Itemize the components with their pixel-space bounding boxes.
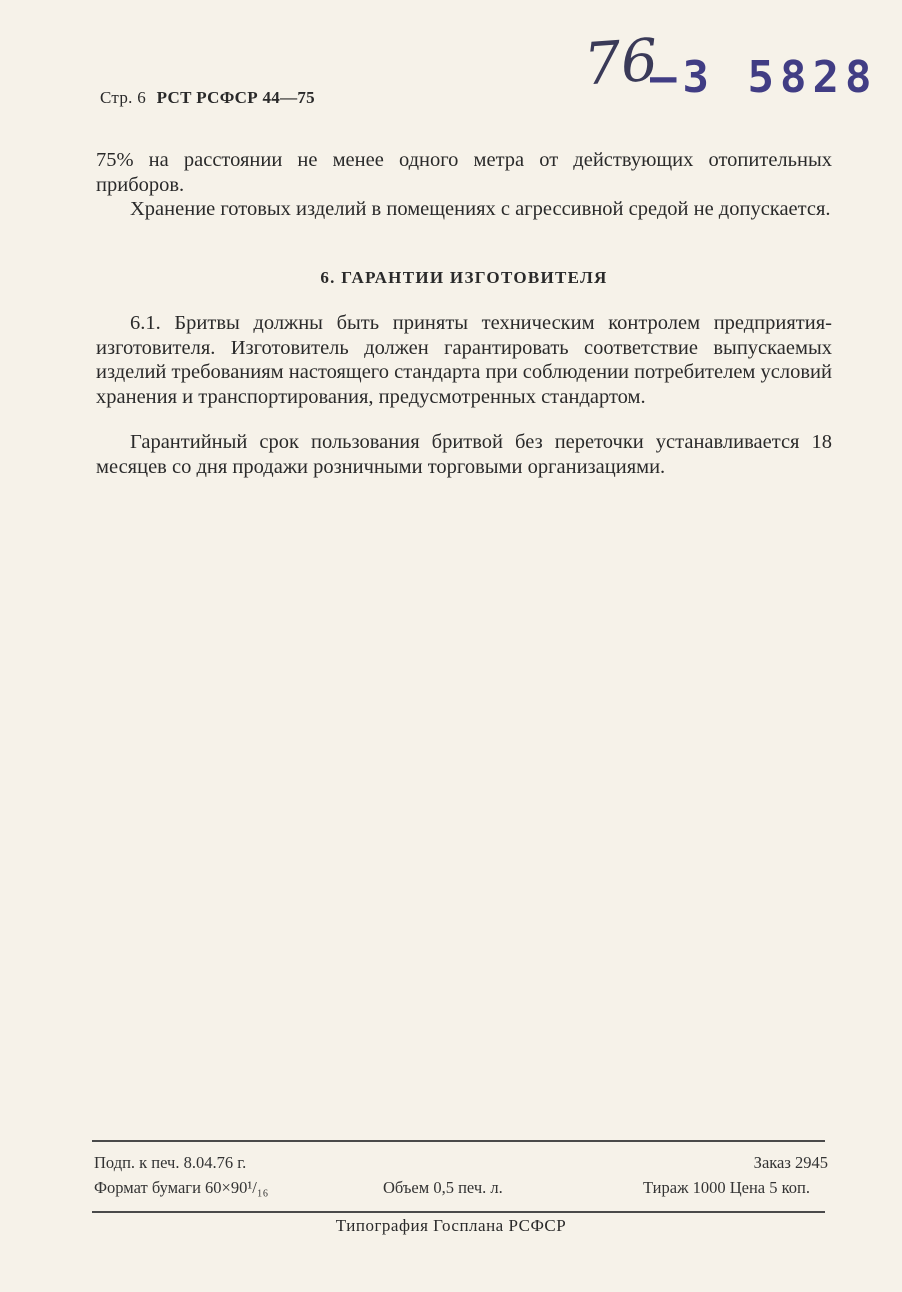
handwritten-number: 76 — [581, 25, 661, 99]
imprint-order: Заказ 2945 — [753, 1153, 828, 1172]
paragraph-storage-aggressive: Хранение готовых изделий в помещениях с агрессивной средой не допускается. — [130, 198, 831, 220]
paragraph-warranty-term: Гарантийный срок пользования бритвой без переточки устанавливается 18 месяцев со дня продажи розничными торговыми организациями. — [96, 431, 832, 478]
page-header — [100, 88, 315, 108]
paragraph-6-1: 6.1. Бритвы должны быть приняты техническим контролем предприятия-изготовителя. Изготовитель должен гарантировать соответствие выпускаемых изделий требованиям настоящего стандарта при соблюдении потребителем условий хранения и транспортирования, предусмотренных стандартом. — [96, 312, 832, 408]
printer-name: Типография Госплана РСФСР — [335, 1216, 567, 1235]
standard-code: РСТ РСФСР 44—75 — [156, 88, 315, 107]
imprint-format: Формат бумаги 60×90¹/₁₆ — [94, 1178, 269, 1197]
imprint-top-rule — [92, 1140, 825, 1142]
imprint-signed: Подп. к печ. 8.04.76 г. — [94, 1153, 247, 1172]
paragraph-storage-distance: 75% на расстоянии не менее одного метра от действующих отопительных приборов. — [96, 149, 832, 196]
imprint-bottom-rule — [92, 1211, 825, 1213]
imprint-run-price: Тираж 1000 Цена 5 коп. — [643, 1178, 810, 1197]
page-label: Стр. 6 — [100, 88, 147, 107]
inventory-stamp: –3 5828 — [650, 52, 878, 103]
section-heading: 6. ГАРАНТИИ ИЗГОТОВИТЕЛЯ — [320, 268, 608, 287]
imprint-volume: Объем 0,5 печ. л. — [383, 1178, 503, 1197]
